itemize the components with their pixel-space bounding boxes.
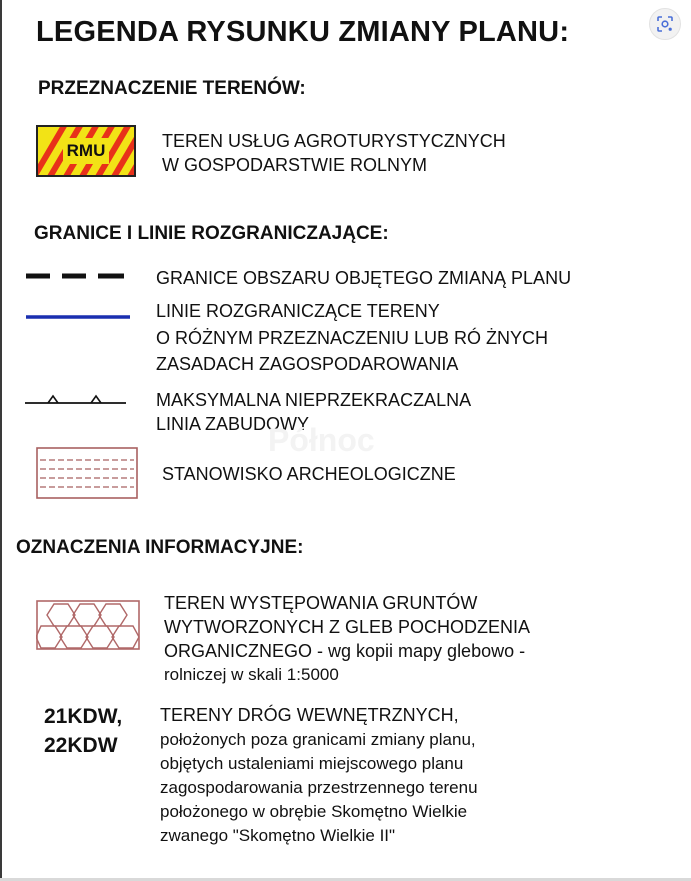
section-przeznaczenie: PRZEZNACZENIE TERENÓW: <box>38 78 306 99</box>
google-lens-icon <box>656 15 674 33</box>
road-codes <box>44 702 122 760</box>
rmu-desc-line2: W GOSPODARSTWIE ROLNYM <box>162 155 428 175</box>
linia-zabudowy-line2: LINIA ZABUDOWY <box>156 414 310 434</box>
blue-line-symbol <box>24 312 132 322</box>
drogi-line3: objętych ustaleniami miejscowego planu <box>160 754 464 773</box>
left-border <box>0 0 2 881</box>
google-lens-button[interactable] <box>649 8 681 40</box>
granice-obszaru-label: GRANICE OBSZARU OBJĘTEGO ZMIANĄ PLANU <box>156 268 572 288</box>
section-granice: GRANICE I LINIE ROZGRANICZAJĄCE: <box>34 223 389 244</box>
archeo-label: STANOWISKO ARCHEOLOGICZNE <box>162 464 456 484</box>
linie-rozgr-line2: O RÓŻNYM PRZEZNACZENIU LUB RÓ ŻNYCH <box>156 328 549 348</box>
rmu-desc-line1: TEREN USŁUG AGROTURYSTYCZNYCH <box>162 131 506 151</box>
drogi-line5: położonego w obrębie Skomętno Wielkie <box>160 802 468 821</box>
dashed-boundary-symbol <box>24 269 126 283</box>
road-code-21kdw: 21KDW, <box>44 705 123 728</box>
rmu-label: RMU <box>63 138 109 164</box>
legend-title: LEGENDA RYSUNKU ZMIANY PLANU: <box>36 16 570 48</box>
grunty-line1: TEREN WYSTĘPOWANIA GRUNTÓW <box>164 593 478 613</box>
building-line-symbol <box>24 392 128 408</box>
linie-rozgr-line3: ZASADACH ZAGOSPODAROWANIA <box>156 354 459 374</box>
drogi-line4: zagospodarowania przestrzennego terenu <box>160 778 478 797</box>
rmu-symbol <box>36 125 136 177</box>
watermark-text: Północ <box>268 422 375 458</box>
drogi-line6: zwanego "Skomętno Wielkie II" <box>160 826 396 845</box>
road-code-22kdw: 22KDW <box>44 734 118 757</box>
grunty-line4: rolniczej w skali 1:5000 <box>164 665 339 684</box>
drogi-line2: położonych poza granicami zmiany planu, <box>160 730 476 749</box>
linia-zabudowy-line1: MAKSYMALNA NIEPRZEKRACZALNA <box>156 390 472 410</box>
linie-rozgr-line1: LINIE ROZGRANICZĄCE TERENY <box>156 301 440 321</box>
archeo-symbol <box>36 447 138 499</box>
drogi-line1: TERENY DRÓG WEWNĘTRZNYCH, <box>160 705 459 725</box>
organic-soil-symbol <box>36 600 140 650</box>
grunty-line2: WYTWORZONYCH Z GLEB POCHODZENIA <box>164 617 531 637</box>
grunty-line3: ORGANICZNEGO - wg kopii mapy glebowo - <box>164 641 526 661</box>
section-oznaczenia: OZNACZENIA INFORMACYJNE: <box>16 537 304 558</box>
